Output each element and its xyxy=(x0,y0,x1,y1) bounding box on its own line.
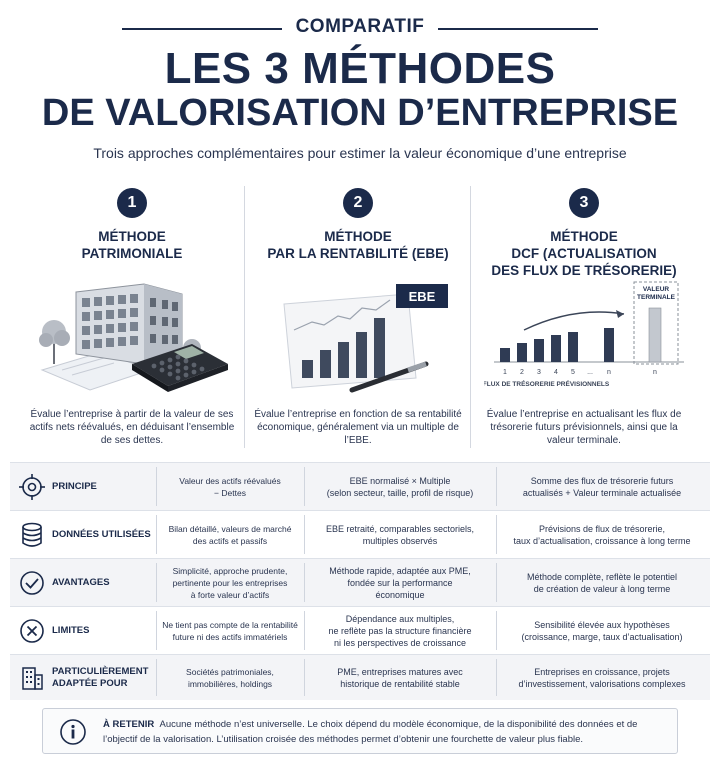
table-cell: Méthode complète, reflète le potentiel de création de valeur à long terme xyxy=(526,572,678,594)
table-row xyxy=(10,558,710,606)
x-tick-label: 3 xyxy=(537,369,541,376)
table-row xyxy=(10,510,710,558)
axis-caption: FLUX DE TRÉSORERIE PRÉVISIONNELS xyxy=(484,381,610,388)
table-cell: Somme des flux de trésorerie futurs actualisés + Valeur terminale actualisée xyxy=(522,476,682,498)
method-column-dcf xyxy=(474,186,694,448)
table-cell: Entreprises en croissance, projets d’investissement, valorisations complexes xyxy=(518,667,686,689)
x-circle-icon xyxy=(18,617,46,645)
terminal-value-label-2: TERMINALE xyxy=(637,294,675,301)
method-description: Évalue l’entreprise en fonction de sa rentabilité économique, généralement via un multiple de l’EBE. xyxy=(254,409,462,446)
page-subtitle: Trois approches complémentaires pour estimer la valeur économique d’une entreprise xyxy=(93,145,627,161)
cell-divider xyxy=(304,563,305,602)
method-number-badge: 2 xyxy=(343,188,373,218)
method-number-badge: 3 xyxy=(569,188,599,218)
table-row xyxy=(10,462,710,510)
cell-divider xyxy=(156,611,157,650)
check-circle-icon xyxy=(18,569,46,597)
cell-divider xyxy=(156,659,157,696)
method-column-patrimoniale xyxy=(22,186,242,448)
kicker-rule-right xyxy=(438,28,598,30)
info-icon xyxy=(59,718,87,746)
method-number-badge: 1 xyxy=(117,188,147,218)
row-label: DONNÉES UTILISÉES xyxy=(52,529,151,540)
table-cell: Simplicité, approche prudente, pertinente pour les entreprises à forte valeur d’actifs xyxy=(172,566,288,600)
table-cell: EBE retraité, comparables sectoriels, multiples observés xyxy=(325,524,475,546)
cell-divider xyxy=(304,659,305,696)
key-takeaway-text xyxy=(103,717,673,747)
x-tick-label: n xyxy=(653,369,657,376)
cell-divider xyxy=(496,611,497,650)
kicker xyxy=(0,16,720,40)
row-label: LIMITES xyxy=(52,625,90,636)
cell-divider xyxy=(496,467,497,506)
column-separator xyxy=(244,186,245,448)
method-title: MÉTHODE PAR LA RENTABILITÉ (EBE) xyxy=(267,229,449,261)
method-title: MÉTHODE PATRIMONIALE xyxy=(81,229,183,261)
key-takeaway-heading: À RETENIR xyxy=(103,719,155,730)
x-tick-label: ... xyxy=(587,369,593,376)
cell-divider xyxy=(496,563,497,602)
table-cell: PME, entreprises matures avec historique de rentabilité stable xyxy=(337,667,463,689)
table-cell: Bilan détaillé, valeurs de marché des actifs et passifs xyxy=(168,524,292,546)
target-icon xyxy=(18,473,46,501)
page-title-line1: LES 3 MÉTHODES xyxy=(164,44,556,93)
method-title: MÉTHODE DCF (ACTUALISATION DES FLUX DE TRÉSORERIE) xyxy=(491,229,677,278)
x-tick-label: n xyxy=(607,369,611,376)
kicker-text: COMPARATIF xyxy=(295,16,425,37)
row-label: PARTICULIÈREMENT ADAPTÉE POUR xyxy=(52,666,149,689)
cell-divider xyxy=(496,515,497,554)
dcf-chart-illustration xyxy=(484,278,684,398)
x-tick-label: 1 xyxy=(503,369,507,376)
kicker-rule-left xyxy=(122,28,282,30)
row-label: PRINCIPE xyxy=(52,481,97,492)
column-separator xyxy=(470,186,471,448)
ebe-chart-illustration xyxy=(258,278,458,398)
building-icon xyxy=(18,664,46,692)
table-cell: Méthode rapide, adaptée aux PME, fondée sur la performance économique xyxy=(329,566,471,600)
cell-divider xyxy=(304,467,305,506)
table-cell: Valeur des actifs réévalués − Dettes xyxy=(179,476,281,498)
row-label: AVANTAGES xyxy=(52,577,110,588)
building-calculator-illustration xyxy=(32,278,232,398)
method-description: Évalue l’entreprise à partir de la valeur de ses actifs nets réévalués, en déduisant l’ensemble de ses dettes. xyxy=(29,409,235,446)
cell-divider xyxy=(304,611,305,650)
cell-divider xyxy=(304,515,305,554)
terminal-value-label-1: VALEUR xyxy=(642,286,670,293)
table-cell: Ne tient pas compte de la rentabilité future ni des actifs immatériels xyxy=(162,620,298,642)
table-row xyxy=(10,654,710,700)
table-cell: Sociétés patrimoniales, immobilières, holdings xyxy=(186,667,274,689)
table-cell: Sensibilité élevée aux hypothèses (croissance, marge, taux d’actualisation) xyxy=(521,620,683,642)
ebe-label: EBE xyxy=(408,289,436,304)
table-row xyxy=(10,606,710,654)
cell-divider xyxy=(156,563,157,602)
method-description: Évalue l’entreprise en actualisant les flux de trésorerie futurs prévisionnels, ainsi que la valeur terminale. xyxy=(486,409,682,446)
page-title-line2: DE VALORISATION D’ENTREPRISE xyxy=(41,92,679,134)
x-tick-label: 5 xyxy=(571,369,575,376)
cell-divider xyxy=(156,467,157,506)
cell-divider xyxy=(156,515,157,554)
key-takeaway-box xyxy=(42,708,678,754)
x-tick-label: 4 xyxy=(554,369,558,376)
table-cell: Prévisions de flux de trésorerie, taux d’actualisation, croissance à long terme xyxy=(513,524,691,546)
cell-divider xyxy=(496,659,497,696)
table-cell: Dépendance aux multiples, ne reflète pas la structure financière ni les perspectives de croissance xyxy=(328,614,472,648)
key-takeaway-body: Aucune méthode n’est universelle. Le choix dépend du modèle économique, de la disponibilité des données et de l’objectif de la valorisation. L’utilisation croisée des méthodes permet d’obtenir une fourchette de valeur plus fiable. xyxy=(103,719,638,745)
method-column-rentabilite xyxy=(248,186,468,448)
database-icon xyxy=(18,521,46,549)
table-cell: EBE normalisé × Multiple (selon secteur, taille, profil de risque) xyxy=(326,476,474,498)
x-tick-label: 2 xyxy=(520,369,524,376)
